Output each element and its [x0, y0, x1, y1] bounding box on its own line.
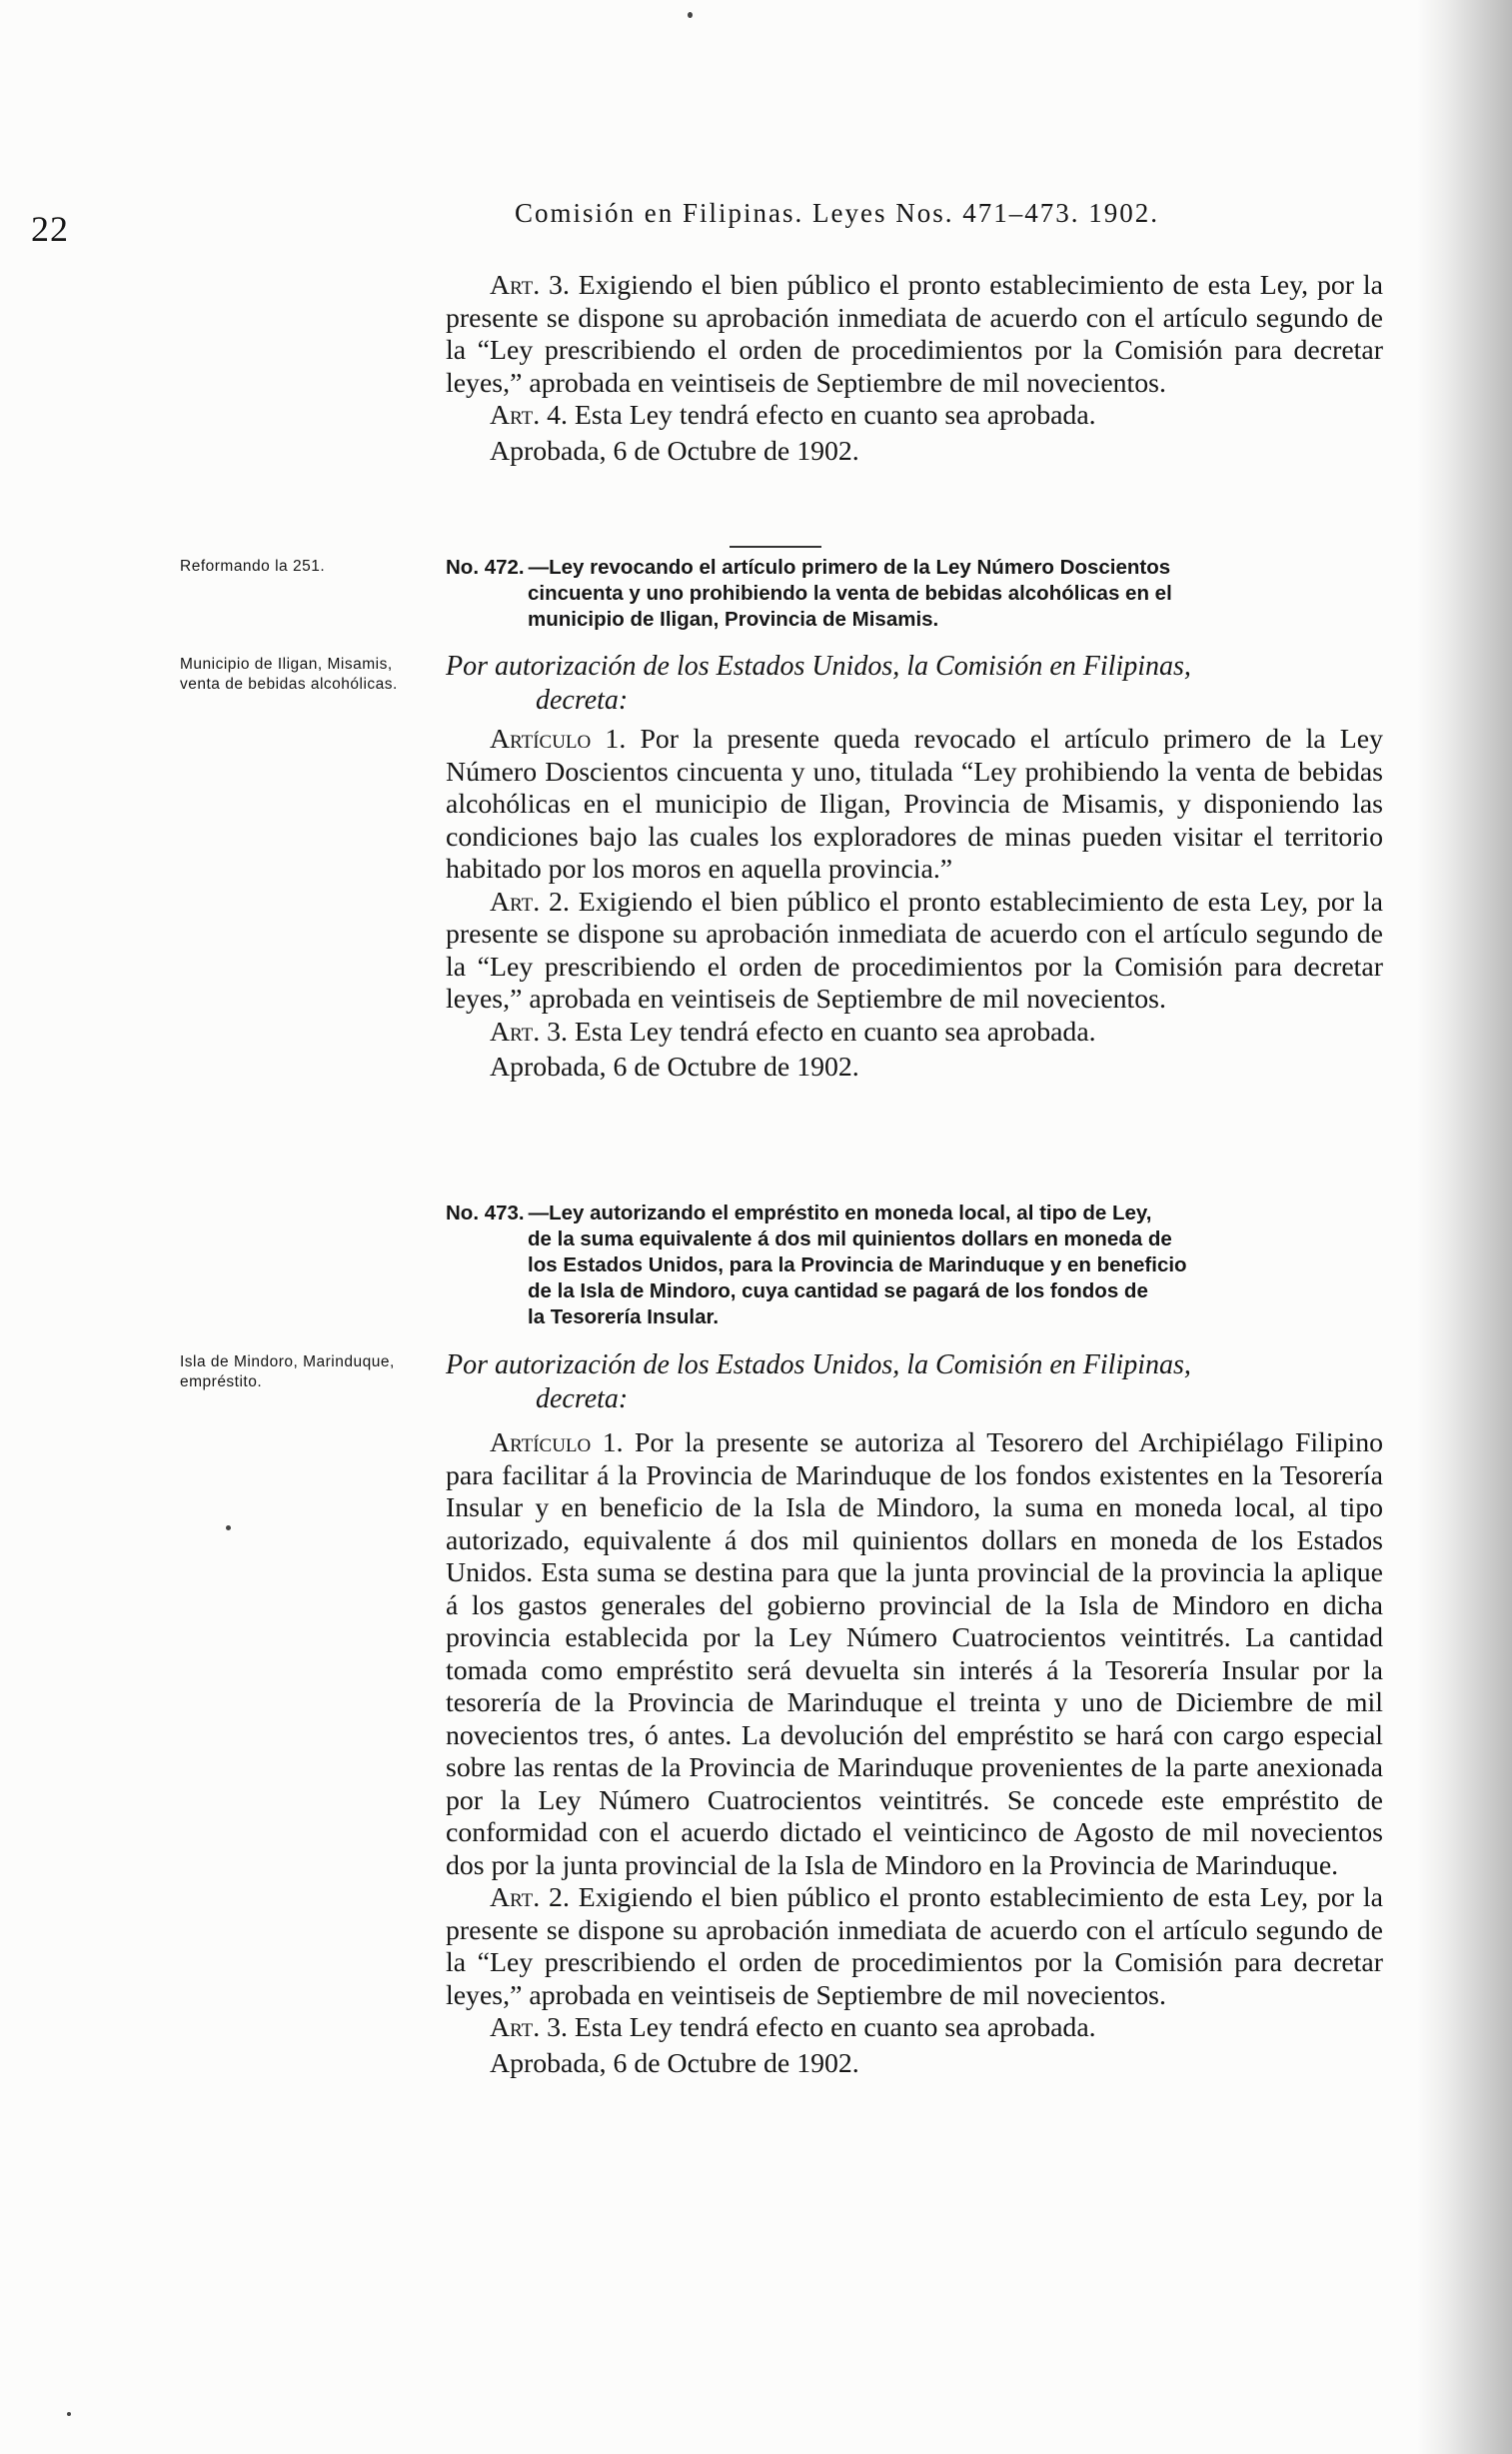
decree-line: decreta: — [536, 1383, 629, 1414]
law-473-heading — [446, 1201, 1385, 1330]
scan-speck — [67, 2412, 71, 2416]
article-text: Exigiendo el bien público el pronto establecimiento de esta Ley, por la presente se dispone su aprobación inmediata de acuerdo con el artículo segundo de la “Ley prescribiendo el orden de procedimientos por la Comisión para decretar leyes,” aprobada en veintiseis de Septiembre de mil novecientos. — [446, 1882, 1383, 2011]
article-text: Exigiendo el bien público el pronto establecimiento de esta Ley, por la presente se dispone su aprobación inmediata de acuerdo con el artículo segundo de la “Ley prescribiendo el orden de procedimientos por la Comisión para decretar leyes,” aprobada en veintiseis de Septiembre de mil novecientos. — [446, 886, 1383, 1015]
running-head: Comisión en Filipinas. Leyes Nos. 471–473. 1902. — [515, 198, 1159, 228]
margin-note-subject: Isla de Mindoro, Marinduque, empréstito. — [180, 1353, 395, 1390]
article-paragraph — [446, 270, 1383, 400]
law-title-line: —Ley autorizando el empréstito en moneda local, al tipo de Ley, — [528, 1202, 1152, 1225]
article-text: Esta Ley tendrá efecto en cuanto sea aprobada. — [574, 400, 1096, 431]
page-edge-shadow — [1417, 0, 1512, 2454]
decree-line: Por autorización de los Estados Unidos, la Comisión en Filipinas, — [446, 1349, 1191, 1380]
law-title-line: municipio de Iligan, Provincia de Misamis. — [528, 608, 939, 631]
decree-formula — [446, 1348, 1385, 1416]
article-text: Por la presente queda revocado el artículo primero de la Ley Número Doscientos cincuenta y uno, titulada “Ley prohibiendo la venta de bebidas alcohólicas en el municipio de Iligan, Provincia de Misamis, y disponiendo las condiciones bajo las cuales los exploradores de minas pueden visitar el territorio habitado por los moros en aquella provincia.” — [446, 724, 1384, 885]
article-paragraph — [446, 400, 1383, 433]
margin-note-reform: Reformando la 251. — [180, 558, 326, 575]
law-number: No. 473. — [446, 1202, 525, 1225]
approval-date: Aprobada, 6 de Octubre de 1902. — [490, 2047, 859, 2079]
law-title-line: de la Isla de Mindoro, cuya cantidad se pagará de los fondos de — [528, 1279, 1148, 1302]
article-label: Art. 4. — [490, 400, 568, 431]
law-title-line: de la suma equivalente á dos mil quinientos dollars en moneda de — [528, 1227, 1172, 1250]
article-text: Esta Ley tendrá efecto en cuanto sea aprobada. — [574, 2012, 1096, 2043]
law-title-line: cincuenta y uno prohibiendo la venta de bebidas alcohólicas en el — [528, 582, 1172, 605]
scan-speck — [688, 12, 693, 18]
law-title-line: la Tesorería Insular. — [528, 1305, 720, 1328]
margin-note-subject: Municipio de Iligan, Misamis, venta de bebidas alcohólicas. — [180, 656, 398, 693]
law-title-line: los Estados Unidos, para la Provincia de Marinduque y en beneficio — [528, 1253, 1187, 1276]
article-label: Art. 3. — [490, 270, 570, 301]
law-title-line: —Ley revocando el artículo primero de la Ley Número Doscientos — [528, 556, 1171, 579]
law-473-body — [446, 1427, 1383, 2080]
article-paragraph — [446, 887, 1383, 1017]
article-paragraph — [446, 1882, 1383, 2012]
article-text: Por la presente se autoriza al Tesorero del Archipiélago Filipino para facilitar á la Provincia de Marinduque de los fondos existentes en la Tesorería Insular y en beneficio de la Isla de Mindoro, la suma en moneda local, al tipo autorizado, equivalente á dos mil quinientos dollars en moneda de los Estados Unidos. Esta suma se destina para que la junta provincial de la provincia la aplique á los gastos generales del gobierno provincial de la Isla de Mindoro en dicha provincia establecida por la Ley Número Cuatrocientos veintitrés. La cantidad tomada como empréstito será devuelta sin interés á la Tesorería Insular por la tesorería de la Provincia de Marinduque el treinta y uno de Diciembre de mil novecientos tres, ó antes. La devolución del empréstito se hará con cargo especial sobre las rentas de la Provincia de Marinduque provenientes de la parte anexionada por la Ley Número Cuatrocientos veintitrés. Se concede este empréstito de conformidad con el acuerdo dictado el veinticinco de Agosto de mil novecientos dos por la junta provincial de la Isla de Mindoro en la Provincia de Marinduque. — [446, 1427, 1383, 1881]
article-label: Art. 2. — [490, 886, 570, 918]
law-471-end — [446, 270, 1383, 468]
scan-speck — [226, 1525, 231, 1530]
decree-formula — [446, 650, 1385, 718]
article-paragraph — [446, 724, 1383, 887]
section-divider — [730, 546, 821, 548]
article-paragraph — [446, 1017, 1383, 1050]
law-number: No. 472. — [446, 556, 525, 579]
article-label: Art. 3. — [490, 2012, 568, 2043]
article-paragraph — [446, 2012, 1383, 2045]
article-label: Artículo 1. — [490, 724, 627, 755]
approval-date: Aprobada, 6 de Octubre de 1902. — [490, 1052, 859, 1083]
law-472-body — [446, 724, 1383, 1085]
article-label: Art. 3. — [490, 1016, 568, 1048]
article-label: Art. 2. — [490, 1882, 570, 1913]
article-paragraph — [446, 1427, 1383, 1882]
article-text: Exigiendo el bien público el pronto establecimiento de esta Ley, por la presente se dispone su aprobación inmediata de acuerdo con el artículo segundo de la “Ley prescribiendo el orden de procedimientos por la Comisión para decretar leyes,” aprobada en veintiseis de Septiembre de mil novecientos. — [446, 270, 1383, 399]
article-label: Artículo 1. — [490, 1427, 624, 1458]
approval-date: Aprobada, 6 de Octubre de 1902. — [490, 435, 859, 467]
law-472-heading — [446, 555, 1385, 633]
article-text: Esta Ley tendrá efecto en cuanto sea aprobada. — [574, 1016, 1096, 1048]
decree-line: Por autorización de los Estados Unidos, la Comisión en Filipinas, — [446, 651, 1191, 682]
decree-line: decreta: — [536, 685, 629, 716]
page-number: 22 — [31, 209, 69, 249]
